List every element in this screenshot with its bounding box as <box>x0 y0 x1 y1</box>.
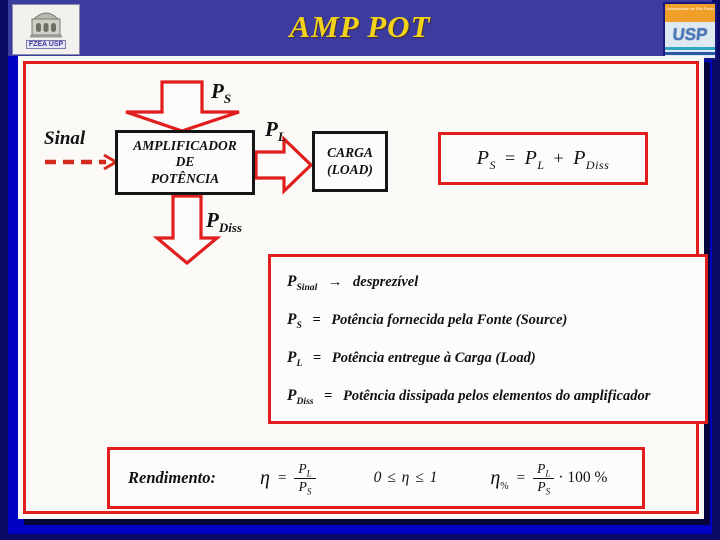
slide-title: AMP POT <box>289 9 431 44</box>
slide-header <box>8 0 712 56</box>
efficiency-range: 0 ≤ η ≤ 1 <box>373 469 439 486</box>
efficiency-label: Rendimento: <box>128 468 217 487</box>
definition-pl: $P_L$ = Potência entregue à Carga (Load) <box>287 349 536 370</box>
efficiency-definition-formula: η = $\frac{P_L}{P_S}$ <box>260 461 316 494</box>
pl-output-arrow <box>256 139 311 191</box>
amplifier-box <box>115 130 255 195</box>
pdiss-label: $P_{Diss}$ <box>206 208 242 236</box>
definition-psinal: $P_{Sinal}$ → desprezível <box>287 273 419 294</box>
pl-label: $P_L$ <box>265 117 286 145</box>
power-balance-formula-box <box>438 132 648 185</box>
load-box-line1: CARGA <box>327 145 373 161</box>
definition-ps: $P_S$ = Potência fornecida pela Fonte (Source) <box>287 311 568 332</box>
load-box <box>312 131 388 192</box>
amplifier-box-line1: AMPLIFICADOR <box>133 138 237 154</box>
slide-content-panel <box>18 56 704 519</box>
usp-logo <box>663 2 717 60</box>
amplifier-box-line2: DE <box>175 154 195 170</box>
definitions-box <box>268 254 708 424</box>
usp-logo-letters: USP <box>671 24 709 44</box>
efficiency-percent-formula: $\eta_{\%}$ = $\frac{P_L}{P_S}$ · 100 % <box>490 461 608 497</box>
usp-logo-university-text: Universidade de São Paulo <box>665 4 715 22</box>
signal-label: Sinal <box>44 128 86 149</box>
pl-over-ps-fraction: $\frac{P_L}{P_S}$ <box>294 461 315 494</box>
ps-label: $P_S$ <box>211 79 232 107</box>
pl-over-ps-fraction: $\frac{P_L}{P_S}$ <box>533 461 554 494</box>
logo-caption: FZEA USP <box>26 40 66 49</box>
amplifier-box-line3: POTÊNCIA <box>150 170 220 186</box>
definition-pdiss: $P_{Diss}$ = Potência dissipada pelos elementos do amplificador <box>287 387 651 408</box>
fzea-usp-logo <box>12 4 80 55</box>
load-box-line2: (LOAD) <box>327 161 373 177</box>
building-icon <box>26 5 66 39</box>
power-balance-formula: $P_S = P_L + P_{Diss}$ <box>476 147 610 172</box>
efficiency-box <box>107 447 645 509</box>
